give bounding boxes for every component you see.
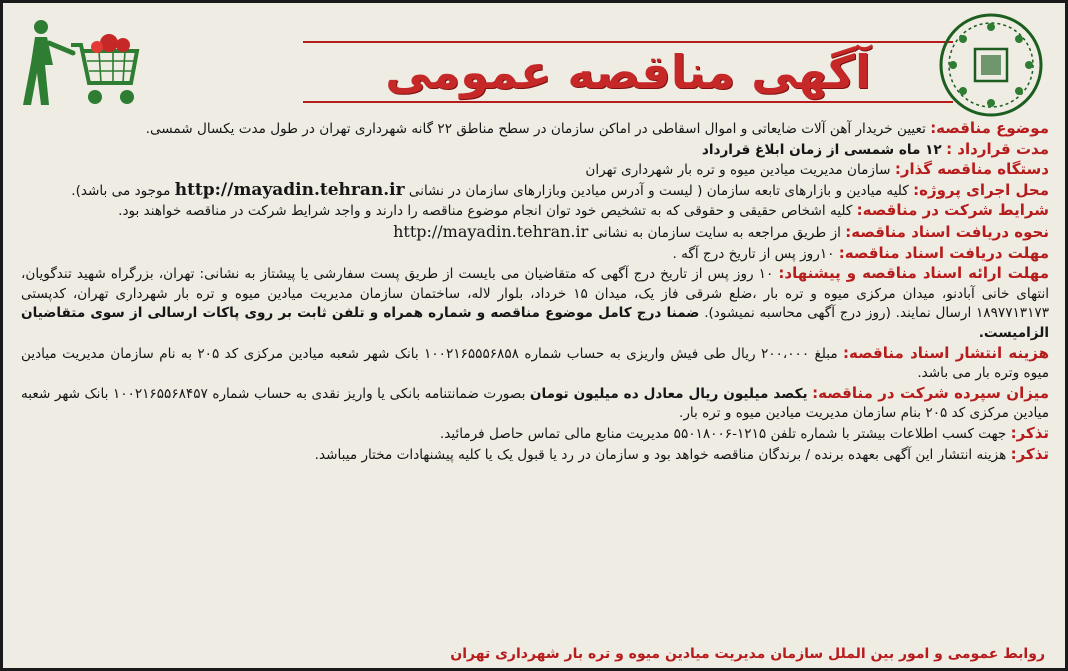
notice-header (3, 3, 1065, 121)
section-note-fees: تذکر: هزینه انتشار این آگهی بعهده برنده / برندگان مناقصه خواهد بود و سازمان در رد یا قبول یک یا کلیه پیشنهادات مختار میباشد. (314, 444, 1049, 463)
website-link[interactable]: http://mayadin.tehran.ir (393, 221, 589, 241)
section-project-location: محل اجرای پروژه: کلیه میادین و بازارهای تابعه سازمان ( لیست و آدرس میادین وبازارهای سازمان در نشانی http://mayadin.tehran.ir موجود می باشد). (71, 179, 1049, 200)
footer-public-relations: روابط عمومی و امور بین الملل سازمان مدیریت میادین میوه و تره بار شهرداری تهران (450, 646, 1045, 662)
website-link[interactable]: http://mayadin.tehran.ir (174, 179, 405, 200)
title-banner (303, 41, 953, 103)
tehran-municipality-logo-icon (937, 11, 1045, 119)
section-retrieval-deadline: مهلت دریافت اسناد مناقصه: ۱۰روز پس از تاریخ درج آگه . (672, 243, 1049, 262)
section-deposit-amount: میزان سپرده شرکت در مناقصه: یکصد میلیون ریال معادل ده میلیون تومان بصورت ضمانتنامه بانکی یا واریز نقدی به حساب شماره ۱۰۰۲۱۶۵۵۶۸۴۵۷ بانک شهر شعبه میادین مرکزی کد ۲۰۵ بنام سازمان مدیریت میادین میوه و تره بار. (21, 383, 1049, 422)
section-note-contact: تذکر: جهت کسب اطلاعات بیشتر با شماره تلفن ۱۲۱۵-۵۵۰۱۸۰۰۶ مدیریت منابع مالی تماس حاصل فرمائید. (439, 423, 1049, 442)
section-publication-fee: هزینه انتشار اسناد مناقصه: مبلغ ۲۰۰،۰۰۰ ریال طی فیش واریزی به حساب شماره ۱۰۰۲۱۶۵۵۵۶۸۵۸ بانک شهر شعبه میادین مرکزی کد ۲۰۵ به نام سازمان مدیریت میادین میوه وتره بار می باشد. (21, 343, 1049, 382)
section-subject: موضوع مناقصه: تعیین خریدار آهن آلات ضایعاتی و اموال اسقاطی در اماکن سازمان در سطح مناطق ۲۲ گانه شهرداری تهران در طول مدت یکسال شمسی. (145, 119, 1049, 137)
notice-body (21, 119, 1049, 465)
section-contract-duration: مدت قرارداد : ۱۲ ماه شمسی از زمان ابلاغ قرارداد (701, 139, 1049, 158)
section-participation-conditions: شرایط شرکت در مناقصه: کلیه اشخاص حقیقی و حقوقی که به تشخیص خود توان انجام موضوع مناقصه را دارند و واجد شرایط شرکت در مناقصه خواهند بود. (118, 201, 1049, 220)
section-tender-organization: دستگاه مناقصه گذار: سازمان مدیریت میادین میوه و تره بار شهرداری تهران (585, 160, 1049, 179)
page-title: آگهی مناقصه عمومی (385, 45, 871, 99)
shopping-cart-with-fruit-icon (23, 17, 141, 109)
section-submission-deadline: مهلت ارائه اسناد مناقصه و پیشنهاد: ۱۰ روز پس از تاریخ درج آگهی که متقاضیان می بایست از طریق پست سفارشی یا پیشتاز به نشانی: تهران، بزرگراه شهید تندگویان، انتهای خانی آبادنو، میدان مرکزی میوه و تره بار ،ضلع شرقی فاز یک، میدان ۱۵ خرداد، بلوار لاله، ساختمان سازمان مدیریت میادین میوه و تره بار شهرداری تهران، کدپستی ۱۸۹۷۷۱۳۱۷۳ ارسال نمایند. (روز درج آگهی محاسبه نمیشود). ضمنا درج کامل موضوع مناقصه و شماره همراه و تلفن ثابت بر روی پاکات ارسالی از سوی متقاضیان الزامیست. (21, 264, 1049, 341)
section-document-retrieval: نحوه دریافت اسناد مناقصه: از طریق مراجعه به سایت سازمان به نشانی http://mayadin.tehran.ir (393, 221, 1049, 241)
